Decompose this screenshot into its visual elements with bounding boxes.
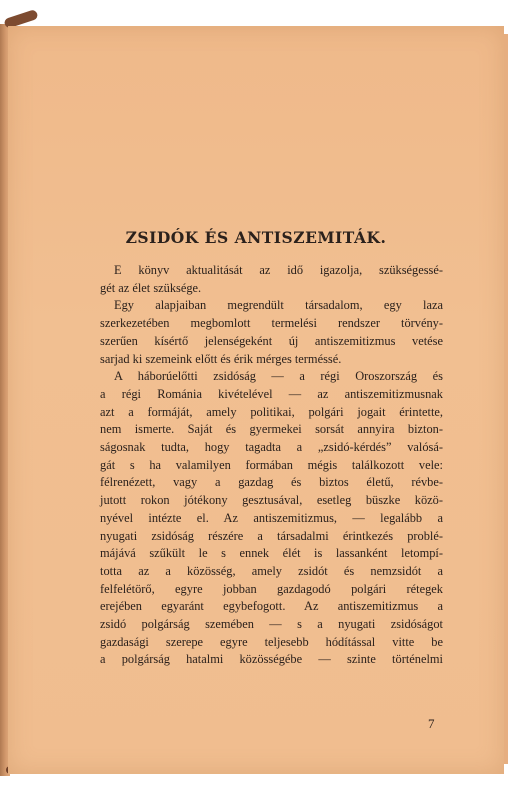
text-line: nyével intézte el. Az antiszemitizmus, — legalább a — [100, 510, 443, 525]
book-page — [8, 26, 504, 774]
body-text — [100, 262, 443, 669]
text-line: totta az a közösség, amely zsidót és nemzsidót a — [100, 563, 443, 578]
text-line: A háborúelőtti zsidóság — a régi Oroszország és — [114, 369, 443, 384]
text-line: zsidó polgárság szemében — s a nyugati zsidóságot — [100, 617, 443, 632]
page-edge — [504, 34, 508, 764]
text-line: azt a formáját, amely politikai, polgári jogait érintette, — [100, 404, 443, 419]
text-line: gazdasági szerepe egyre teljesebb hódítással vitte be — [100, 634, 443, 649]
text-line: jutott rokon jótékony gesztusával, esetleg büszke közö- — [100, 493, 443, 508]
chapter-title: ZSIDÓK ÉS ANTISZEMITÁK. — [125, 228, 387, 247]
text-line: a polgárság hatalmi közösségébe — szinte történelmi — [100, 652, 443, 667]
text-line: nem ismerte. Saját és gyermekei sorsát annyira bizton- — [100, 422, 443, 437]
text-line: erejében egyaránt egybefogott. Az antiszemitizmus a — [100, 599, 443, 614]
text-line: májává szűkült le s ennek élét is lassanként letompí- — [100, 546, 443, 561]
text-line: szerűen kísértő jelenségeként új antiszemitizmus vetése — [100, 333, 443, 348]
text-line: felfelétörő, egyre jobban gazdagodó polgári rétegek — [100, 581, 443, 596]
text-line: sarjad ki szemeink előtt és érik mérges terméssé. — [100, 351, 342, 366]
text-line: a régi Románia kivételével — az antiszemitizmusnak — [100, 386, 443, 401]
text-line: gát s ha valamilyen formában mégis találkozott vele: — [100, 457, 443, 472]
text-line: E könyv aktualitását az idő igazolja, szükségessé- — [114, 263, 443, 277]
page-number: 7 — [428, 716, 435, 731]
text-line: gét az élet szüksége. — [100, 280, 202, 295]
text-line: szerkezetében megbomlott termelési rendszer törvény- — [100, 316, 443, 331]
text-line: ságosnak tudta, hogy tagadta a „zsidó-kérdés” valósá- — [100, 440, 443, 455]
text-line: nyugati zsidóság részére a társadalmi érintkezés problé- — [100, 528, 443, 543]
text-line: félrenézett, vagy a gazdag és biztos életű, révbe- — [100, 475, 443, 490]
text-line: Egy alapjaiban megrendült társadalom, egy laza — [114, 298, 443, 313]
